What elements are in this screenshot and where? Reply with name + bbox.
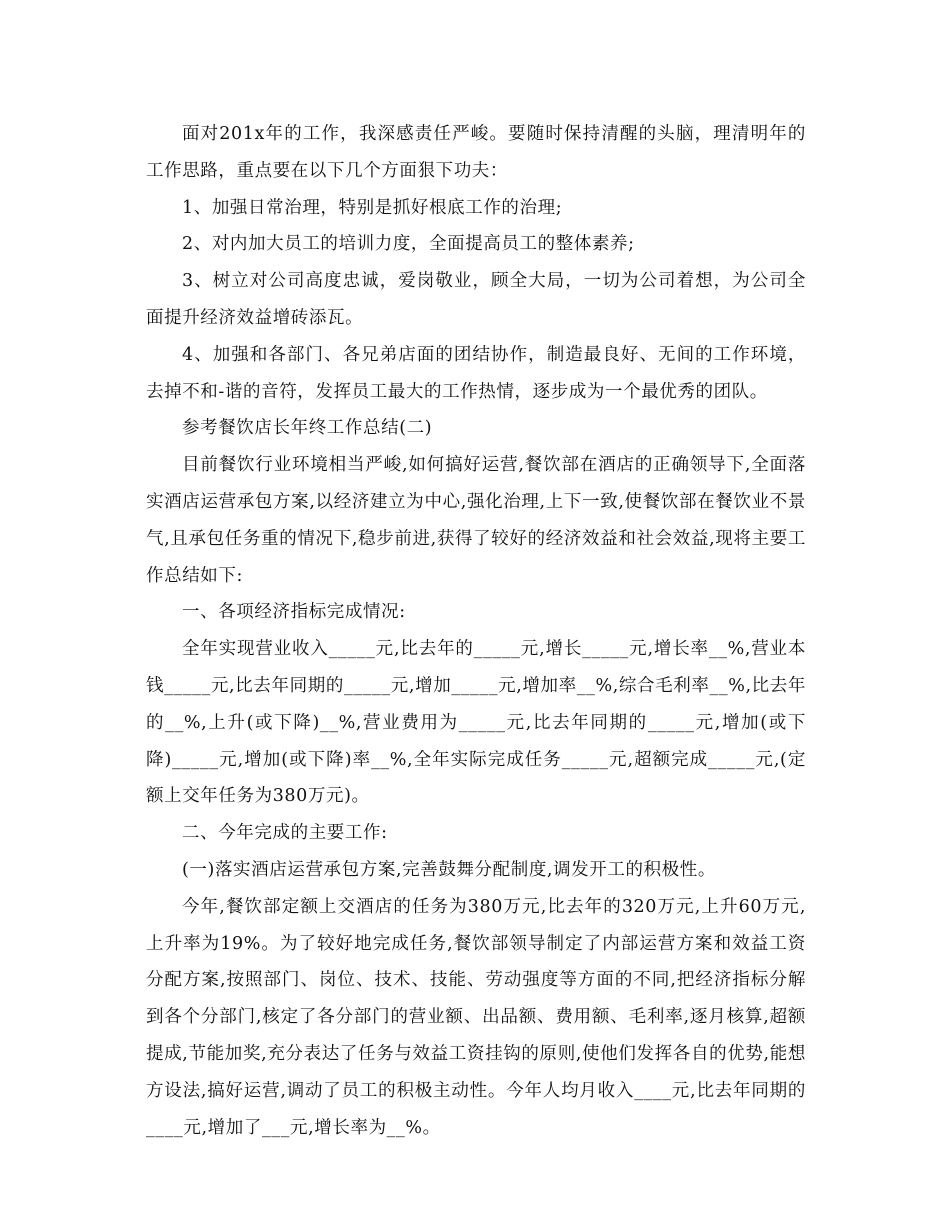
section-title: 参考餐饮店长年终工作总结(二) (182, 418, 433, 439)
heading-main-work: 二、今年完成的主要工作: (182, 823, 388, 844)
paragraph-item-3: 3、树立对公司高度忠诚，爱岗敬业，顾全大局，一切为公司着想，为公司全面提升经济效益增砖添瓦。 (146, 271, 806, 328)
paragraph-item-1: 1、加强日常治理，特别是抓好根底工作的治理; (182, 197, 563, 218)
paragraph-intro: 目前餐饮行业环境相当严峻,如何搞好运营,餐饮部在酒店的正确领导下,全面落实酒店运营承包方案,以经济建立为中心,强化治理,上下一致,使餐饮部在餐饮业不景气,且承包任务重的情况下,稳步前进,获得了较好的经济效益和社会效益,现将主要工作总结如下: (146, 455, 806, 586)
paragraph-item-2: 2、对内加大员工的培训力度，全面提高员工的整体素养; (182, 234, 635, 255)
subheading-contract-plan: (一)落实酒店运营承包方案,完善鼓舞分配制度,调发开工的积极性。 (182, 859, 716, 880)
heading-economic-indicators: 一、各项经济指标完成情况: (182, 602, 406, 623)
paragraph-item-4: 4、加强和各部门、各兄弟店面的团结协作，制造最良好、无间的工作环境，去掉不和-谐的音符，发挥员工最大的工作热情，逐步成为一个最优秀的团队。 (146, 344, 806, 402)
paragraph-contract-details: 今年,餐饮部定额上交酒店的任务为380万元,比去年的320万元,上升60万元,上升率为19%。为了较好地完成任务,餐饮部领导制定了内部运营方案和效益工资分配方案,按照部门、岗位、技术、技能、劳动强度等方面的不同,把经济指标分解到各个分部门,核定了各分部门的营业额、出品额、费用额、毛利率,逐月核算,超额提成,节能加奖,充分表达了任务与效益工资挂钩的原则,使他们发挥各自的优势,能想方设法,搞好运营,调动了员工的积极主动性。今年人均月收入____元,比去年同期的____元,增加了___元,增长率为__%。 (146, 896, 806, 1138)
paragraph-indicators: 全年实现营业收入_____元,比去年的_____元,增长_____元,增长率__%,营业本钱_____元,比去年同期的_____元,增加_____元,增加率__%,综合毛利率__%,比去年的__%,上升(或下降)__%,营业费用为_____元,比去年同期的_____元,增加(或下降)_____元,增加(或下降)率__%,全年实际完成任务_____元,超额完成_____元,(定额上交年任务为380万元)。 (146, 639, 806, 807)
document-body (146, 116, 806, 1146)
paragraph-work-outlook: 面对201x年的工作，我深感责任严峻。要随时保持清醒的头脑，理清明年的工作思路，重点要在以下几个方面狠下功夫： (146, 124, 806, 181)
